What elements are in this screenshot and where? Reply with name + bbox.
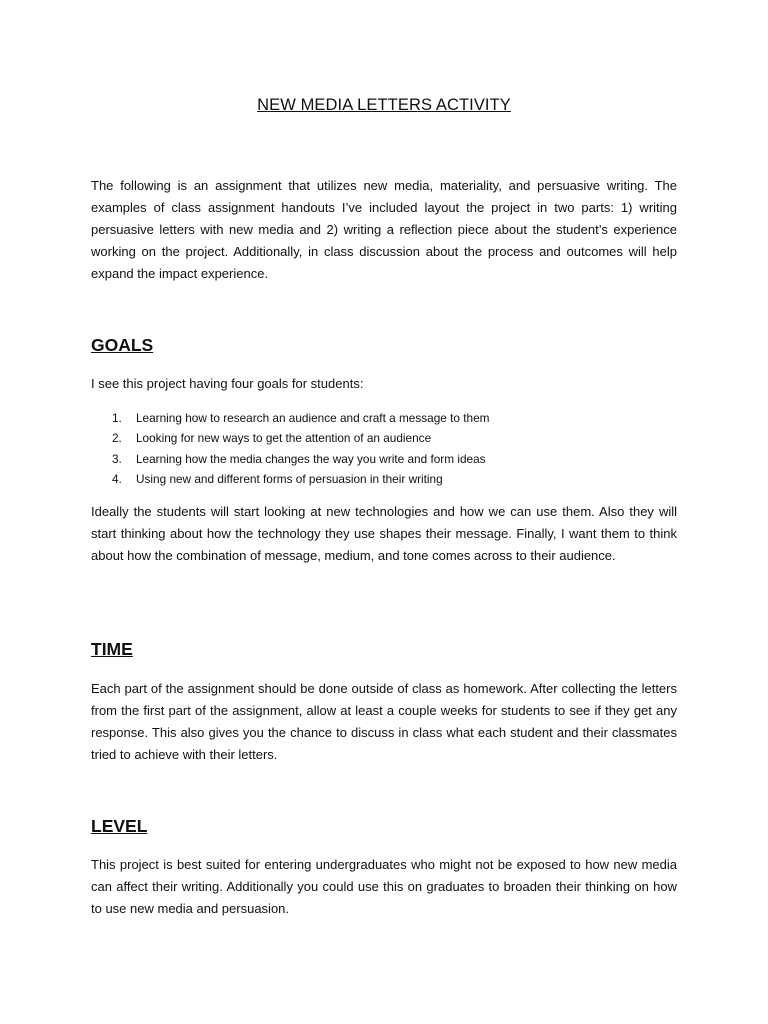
time-paragraph: Each part of the assignment should be done outside of class as homework. After collecting the letters from the first part of the assignment, allow at least a couple weeks for students to see if they get any response. This also gives you the chance to discuss in class what each student and their classmates tried to achieve with their letters. — [91, 681, 677, 762]
goals-closing-paragraph: Ideally the students will start looking at new technologies and how we can use them. Also they will start thinking about how the technology they use shapes their message. Finally, I want them to think about how the combination of message, medium, and tone comes across to their audience. — [91, 504, 677, 563]
time-heading: TIME — [91, 639, 133, 659]
list-item-number: 2. — [112, 431, 122, 446]
list-item — [112, 408, 489, 428]
goals-lead: I see this project having four goals for students: — [91, 376, 364, 391]
list-item-number: 1. — [112, 411, 122, 425]
list-item — [112, 469, 489, 489]
goals-list — [112, 408, 489, 489]
page-title: NEW MEDIA LETTERS ACTIVITY — [257, 96, 511, 114]
list-item-text: Learning how to research an audience and craft a message to them — [136, 411, 490, 425]
list-item-text: Looking for new ways to get the attention of an audience — [136, 431, 432, 446]
list-item-text: Using new and different forms of persuasion in their writing — [136, 471, 443, 486]
list-item-text: Learning how the media changes the way you write and form ideas — [136, 451, 486, 466]
list-item — [112, 449, 489, 469]
list-item — [112, 428, 489, 448]
goals-heading: GOALS — [91, 335, 154, 355]
level-heading: LEVEL — [91, 816, 148, 836]
list-item-number: 4. — [112, 471, 122, 486]
list-item-number: 3. — [112, 451, 122, 466]
level-paragraph: This project is best suited for entering undergraduates who might not be exposed to how new media can affect their writing. Additionally you could use this on graduates to broaden their thinking on how to use new media and persuasion. — [91, 857, 677, 916]
intro-paragraph: The following is an assignment that utilizes new media, materiality, and persuasive writing. The examples of class assignment handouts I’ve included layout the project in two parts: 1) writing persuasive letters with new media and 2) writing a reflection piece about the student’s experience working on the project. Additionally, in class discussion about the process and outcomes will help expand the impact experience. — [91, 178, 677, 281]
